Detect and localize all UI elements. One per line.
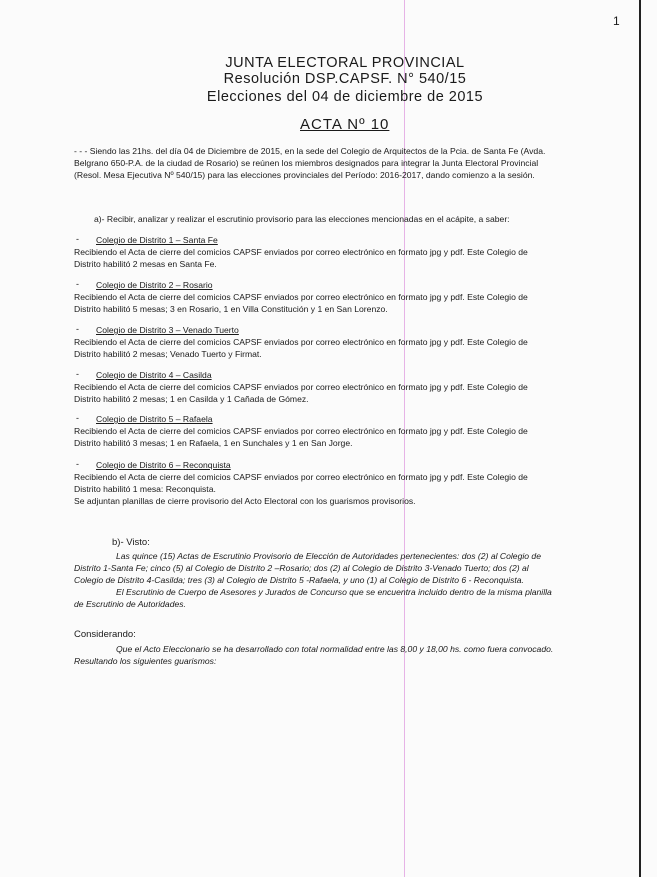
- district-line: Recibiendo el Acta de cierre del comicios CAPSF enviados por correo electrónico en formato jpg y pdf. Este Colegio de: [74, 247, 528, 257]
- intro-line-2: Belgrano 650-P.A. de la ciudad de Rosario) se reúnen los miembros designados para integrar la Junta Electoral Provincial: [74, 158, 539, 168]
- district-title: Colegio de Distrito 3 – Venado Tuerto: [96, 325, 239, 335]
- district-line: Distrito habilitó 1 mesa: Reconquista.: [74, 484, 216, 494]
- page-edge: [639, 0, 641, 877]
- bullet: -: [76, 369, 79, 379]
- district-line: Recibiendo el Acta de cierre del comicios CAPSF enviados por correo electrónico en formato jpg y pdf. Este Colegio de: [74, 472, 528, 482]
- section-b-heading: b)- Visto:: [112, 537, 150, 548]
- section-b-line: de Escrutinio de Autoridades.: [74, 599, 186, 609]
- considerando-line: Que el Acto Eleccionario se ha desarrollado con total normalidad entre las 8,00 y 18,00 hs. como fuera convocado.: [116, 644, 554, 654]
- district-line: Distrito habilitó 5 mesas; 3 en Rosario, 1 en Villa Constitución y 1 en San Lorenzo.: [74, 304, 388, 314]
- header-resolution: Resolución DSP.CAPSF. N° 540/15: [223, 71, 467, 87]
- considerando-heading: Considerando:: [74, 629, 136, 640]
- district-line: Distrito habilitó 2 mesas; Venado Tuerto y Firmat.: [74, 349, 262, 359]
- district-title: Colegio de Distrito 6 – Reconquista: [96, 460, 231, 470]
- header-title: JUNTA ELECTORAL PROVINCIAL: [225, 55, 465, 71]
- district-title: Colegio de Distrito 5 – Rafaela: [96, 414, 213, 424]
- district-title: Colegio de Distrito 2 – Rosario: [96, 280, 213, 290]
- district-line: Recibiendo el Acta de cierre del comicios CAPSF enviados por correo electrónico en formato jpg y pdf. Este Colegio de: [74, 382, 528, 392]
- district-line: Distrito habilitó 2 mesas en Santa Fe.: [74, 259, 217, 269]
- bullet: -: [76, 324, 79, 334]
- attachments-note: Se adjuntan planillas de cierre provisorio del Acto Electoral con los guarismos provisorios.: [74, 496, 416, 506]
- page-number: 1: [613, 14, 620, 28]
- section-b-line: Distrito 1-Santa Fe; cinco (5) al Colegio de Distrito 2 –Rosario; dos (2) al Colegio de Distrito 3-Venado Tuerto; dos (2) al: [74, 563, 529, 573]
- section-b-line: Las quince (15) Actas de Escrutinio Provisorio de Elección de Autoridades pertenecientes: dos (2) al Colegio de: [116, 551, 541, 561]
- district-title: Colegio de Distrito 4 – Casilda: [96, 370, 212, 380]
- district-line: Recibiendo el Acta de cierre del comicios CAPSF enviados por correo electrónico en formato jpg y pdf. Este Colegio de: [74, 292, 528, 302]
- section-b-line: El Escrutinio de Cuerpo de Asesores y Jurados de Concurso que se encuentra incluido dentro de la misma planilla: [116, 587, 552, 597]
- section-b-line: Colegio de Distrito 4-Casilda; tres (3) al Colegio de Distrito 5 -Rafaela, y uno (1) al Colegio de Distrito 6 - Reconquista.: [74, 575, 524, 585]
- bullet: -: [76, 279, 79, 289]
- intro-line-1: - - - Siendo las 21hs. del día 04 de Diciembre de 2015, en la sede del Colegio de Arquitectos de la Pcia. de Santa Fe (Avda.: [74, 146, 546, 156]
- district-line: Distrito habilitó 2 mesas; 1 en Casilda y 1 Cañada de Gómez.: [74, 394, 309, 404]
- intro-line-3: (Resol. Mesa Ejecutiva Nº 540/15) para las elecciones provinciales del Período: 2016-2017, dando comienzo a la sesión.: [74, 170, 535, 180]
- district-line: Recibiendo el Acta de cierre del comicios CAPSF enviados por correo electrónico en formato jpg y pdf. Este Colegio de: [74, 337, 528, 347]
- acta-title: ACTA Nº 10: [300, 116, 390, 133]
- header-elections: Elecciones del 04 de diciembre de 2015: [206, 89, 484, 105]
- scan-margin-line: [404, 0, 405, 877]
- district-line: Distrito habilitó 3 mesas; 1 en Rafaela, 1 en Sunchales y 1 en San Jorge.: [74, 438, 353, 448]
- district-line: Recibiendo el Acta de cierre del comicios CAPSF enviados por correo electrónico en formato jpg y pdf. Este Colegio de: [74, 426, 528, 436]
- section-a: a)- Recibir, analizar y realizar el escrutinio provisorio para las elecciones mencionadas en el acápite, a saber:: [94, 214, 510, 224]
- bullet: -: [76, 459, 79, 469]
- bullet: -: [76, 413, 79, 423]
- district-title: Colegio de Distrito 1 – Santa Fe: [96, 235, 218, 245]
- bullet: -: [76, 234, 79, 244]
- considerando-line: Resultando los siguientes guarismos:: [74, 656, 217, 666]
